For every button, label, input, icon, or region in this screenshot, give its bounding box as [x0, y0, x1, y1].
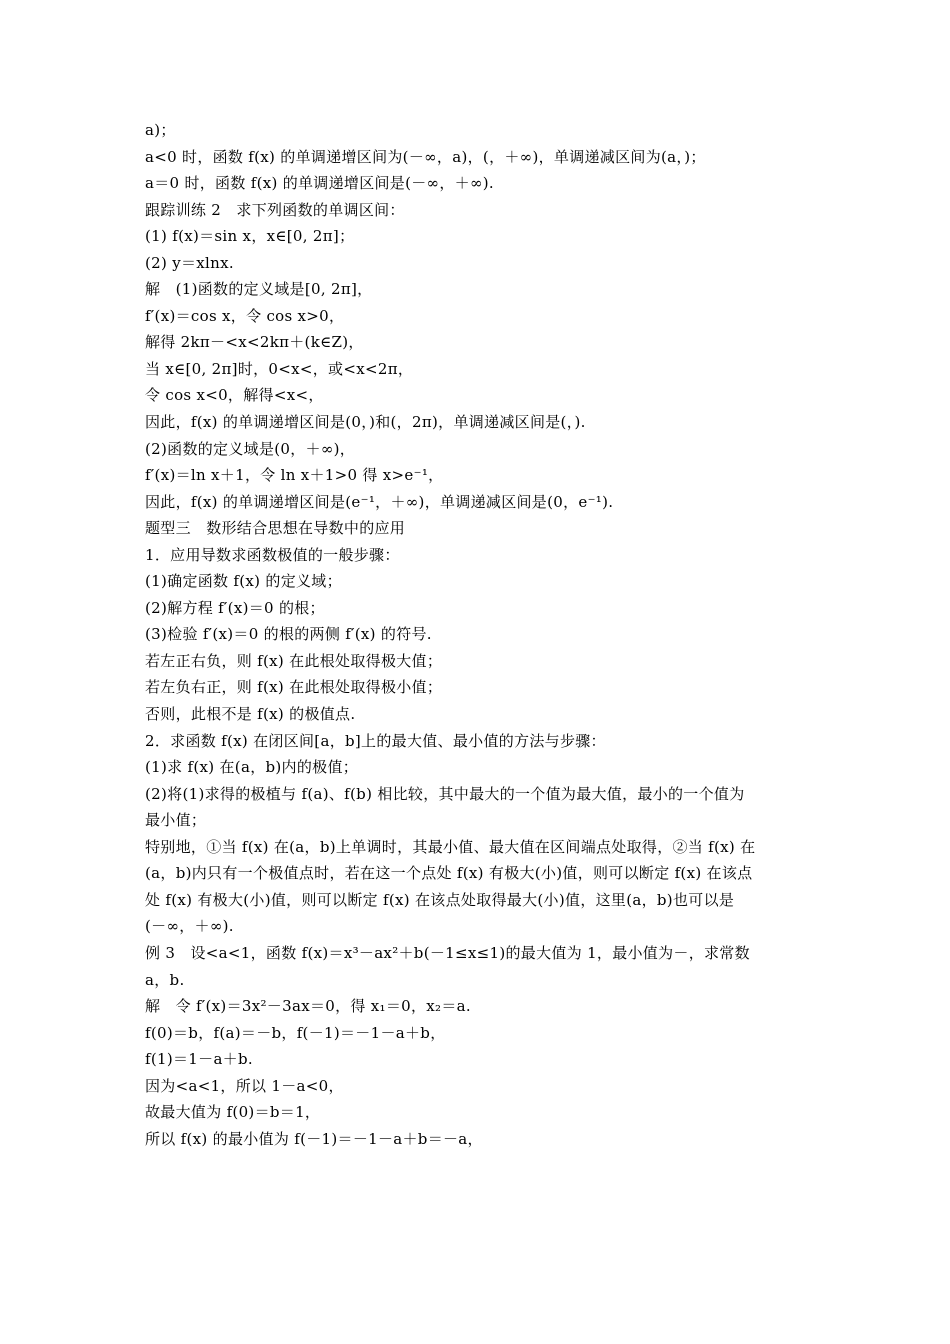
example-heading: 例 3 设<a<1，函数 f(x)＝x³－ax²＋b(－1≤x≤1)的最大值为 1，最小值为－，求常数 [145, 943, 750, 962]
text-line: (1)确定函数 f(x) 的定义域； [145, 572, 342, 591]
text-line: (2)函数的定义域是(0，＋∞)， [145, 439, 356, 458]
text-line: 故最大值为 f(0)＝b＝1， [145, 1103, 321, 1122]
text-line: (3)检验 f′(x)＝0 的根的两侧 f′(x) 的符号. [145, 625, 432, 644]
section-heading: 跟踪训练 2 求下列函数的单调区间： [145, 200, 405, 219]
text-line: 因此，f(x) 的单调递增区间是(e⁻¹，＋∞)，单调递减区间是(0，e⁻¹). [145, 492, 614, 511]
text-line: a)； [145, 121, 176, 139]
text-line: 2．求函数 f(x) 在闭区间[a，b]上的最大值、最小值的方法与步骤： [145, 731, 606, 750]
text-line: f′(x)＝cos x，令 cos x>0， [145, 306, 345, 325]
text-line: f(0)＝b，f(a)＝－b，f(－1)＝－1－a＋b， [145, 1023, 446, 1042]
text-line: (1) f(x)＝sin x，x∈[0, 2π]； [145, 227, 355, 246]
section-heading: 题型三 数形结合思想在导数中的应用 [145, 519, 406, 538]
text-line: 特别地，①当 f(x) 在(a，b)上单调时，其最小值、最大值在区间端点处取得，②当 f(x) 在 [145, 837, 756, 856]
text-line: (2) y＝xlnx. [145, 253, 234, 272]
text-line: 若左负右正，则 f(x) 在此根处取得极小值； [145, 678, 443, 697]
text-line: 否则，此根不是 f(x) 的极值点. [145, 705, 356, 724]
document-page [145, 117, 813, 1152]
text-line: (2)解方程 f′(x)＝0 的根； [145, 598, 325, 617]
text-line: f′(x)＝ln x＋1，令 ln x＋1>0 得 x>e⁻¹， [145, 466, 444, 485]
text-line: 最小值； [145, 811, 207, 830]
text-line: f(1)＝1－a＋b. [145, 1050, 253, 1069]
text-line: (a，b)内只有一个极值点时，若在这一个点处 f(x) 有极大(小)值，则可以断定 f(x) 在该点 [145, 864, 753, 883]
text-line: a<0 时，函数 f(x) 的单调递增区间为(－∞，a)，(，＋∞)，单调递减区间为(a，)； [145, 147, 706, 166]
text-line: 解 令 f′(x)＝3x²－3ax＝0，得 x₁＝0，x₂＝a. [145, 997, 471, 1016]
text-line: 解得 2kπ－<x<2kπ＋(k∈Z)， [145, 333, 364, 352]
text-line: 因此，f(x) 的单调递增区间是(0，)和(，2π)，单调递减区间是(，). [145, 413, 586, 432]
text-line: 解 (1)函数的定义域是[0, 2π]， [145, 280, 373, 299]
text-line: a，b. [145, 970, 185, 989]
text-line: 当 x∈[0, 2π]时，0<x<，或<x<2π， [145, 359, 414, 378]
text-line: 因为<a<1，所以 1－a<0， [145, 1076, 344, 1095]
text-line: a＝0 时，函数 f(x) 的单调递增区间是(－∞，＋∞). [145, 174, 494, 193]
text-line: 处 f(x) 有极大(小)值，则可以断定 f(x) 在该点处取得最大(小)值，这里(a，b)也可以是 [145, 890, 735, 909]
text-line: 1．应用导数求函数极值的一般步骤： [145, 545, 400, 564]
text-line: (1)求 f(x) 在(a，b)内的极值； [145, 758, 359, 777]
text-line: 所以 f(x) 的最小值为 f(－1)＝－1－a＋b＝－a， [145, 1129, 483, 1148]
text-line: 令 cos x<0，解得<x<， [145, 386, 324, 405]
text-line: 若左正右负，则 f(x) 在此根处取得极大值； [145, 651, 443, 670]
text-line: (－∞，＋∞). [145, 917, 234, 936]
text-line: (2)将(1)求得的极植与 f(a)、f(b) 相比较，其中最大的一个值为最大值，最小的一个值为 [145, 784, 745, 803]
